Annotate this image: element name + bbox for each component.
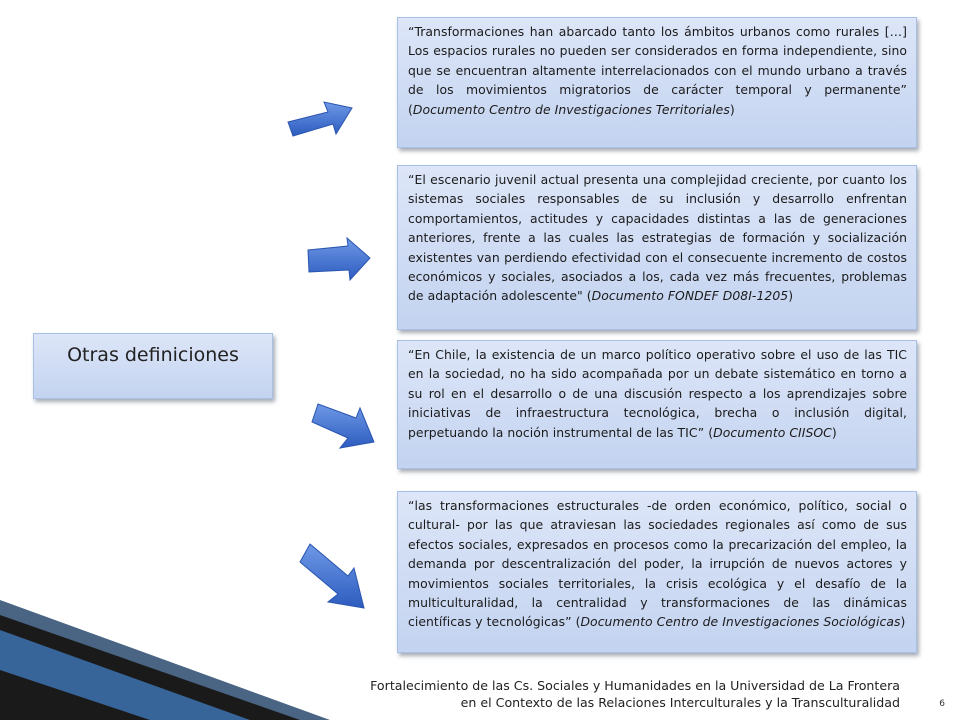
quote-text: “Transformaciones han abarcado tanto los ámbitos urbanos como rurales […] Los espacios rurales no pueden ser considerados en forma independiente, sino que se encuentran altamente interrelacionados con el mundo urbano a través de los movimientos migratorios de carácter temporal y permanente” ( xyxy=(408,24,907,117)
quote-source: Documento Centro de Investigaciones Sociológicas xyxy=(580,614,901,630)
footer-line-2: en el Contexto de las Relaciones Interculturales y la Transculturalidad xyxy=(460,695,900,710)
quote-source: Documento CIISOC xyxy=(713,424,832,440)
quote-source: Documento Centro de Investigaciones Territoriales xyxy=(412,101,730,117)
quote-source: Documento FONDEF D08I-1205 xyxy=(591,288,789,304)
quote-box-1 xyxy=(397,17,917,148)
quote-text: “El escenario juvenil actual presenta una complejidad creciente, por cuanto los sistemas sociales responsables de su inclusión y desarrollo enfrentan comportamientos, actitudes y capacidades distintas a las de generaciones anteriores, frente a las cuales las estrategias de formación y socialización existentes van perdiendo efectividad con el consecuente incremento de costos económicos y sociales, asociados a los, cada vez más frecuentes, problemas de adaptación adolescente" ( xyxy=(408,172,907,304)
quote-box-2 xyxy=(397,165,917,330)
quote-tail: ) xyxy=(831,424,837,440)
footer xyxy=(300,677,900,711)
arrow-right-icon xyxy=(304,236,374,286)
quote-text: “las transformaciones estructurales -de orden económico, político, social o cultural- por las que atraviesan las sociedades regionales así como de sus efectos sociales, expresados en procesos como la precarización del empleo, la demanda por descentralización del poder, la irrupción de nuevos actores y movimientos sociales territoriales, la crisis ecológica y el desafío de la multiculturalidad, la centralidad y transformaciones de las dinámicas científicas y tecnológicas” ( xyxy=(408,498,907,630)
quote-box-3 xyxy=(397,340,917,469)
quote-box-4 xyxy=(397,491,917,653)
arrow-right-icon xyxy=(284,96,356,148)
footer-line-1: Fortalecimiento de las Cs. Sociales y Humanidades en la Universidad de La Frontera xyxy=(370,678,900,693)
quote-text: “En Chile, la existencia de un marco político operativo sobre el uso de las TIC en la sociedad, no ha sido acompañada por un debate sistemático en torno a su rol en el desarrollo o de una discusión respecto a los aprendizajes sobre iniciativas de infraestructura tecnológica, brecha o inclusión digital, perpetuando la noción instrumental de las TIC” ( xyxy=(408,347,907,440)
page-number: 6 xyxy=(939,699,945,709)
label-box xyxy=(33,333,273,399)
label-text: Otras definiciones xyxy=(67,344,239,366)
arrow-right-icon xyxy=(298,540,372,612)
quote-tail: ) xyxy=(900,614,906,630)
quote-tail: ) xyxy=(729,101,735,117)
quote-tail: ) xyxy=(788,288,794,304)
arrow-right-icon xyxy=(310,398,380,456)
